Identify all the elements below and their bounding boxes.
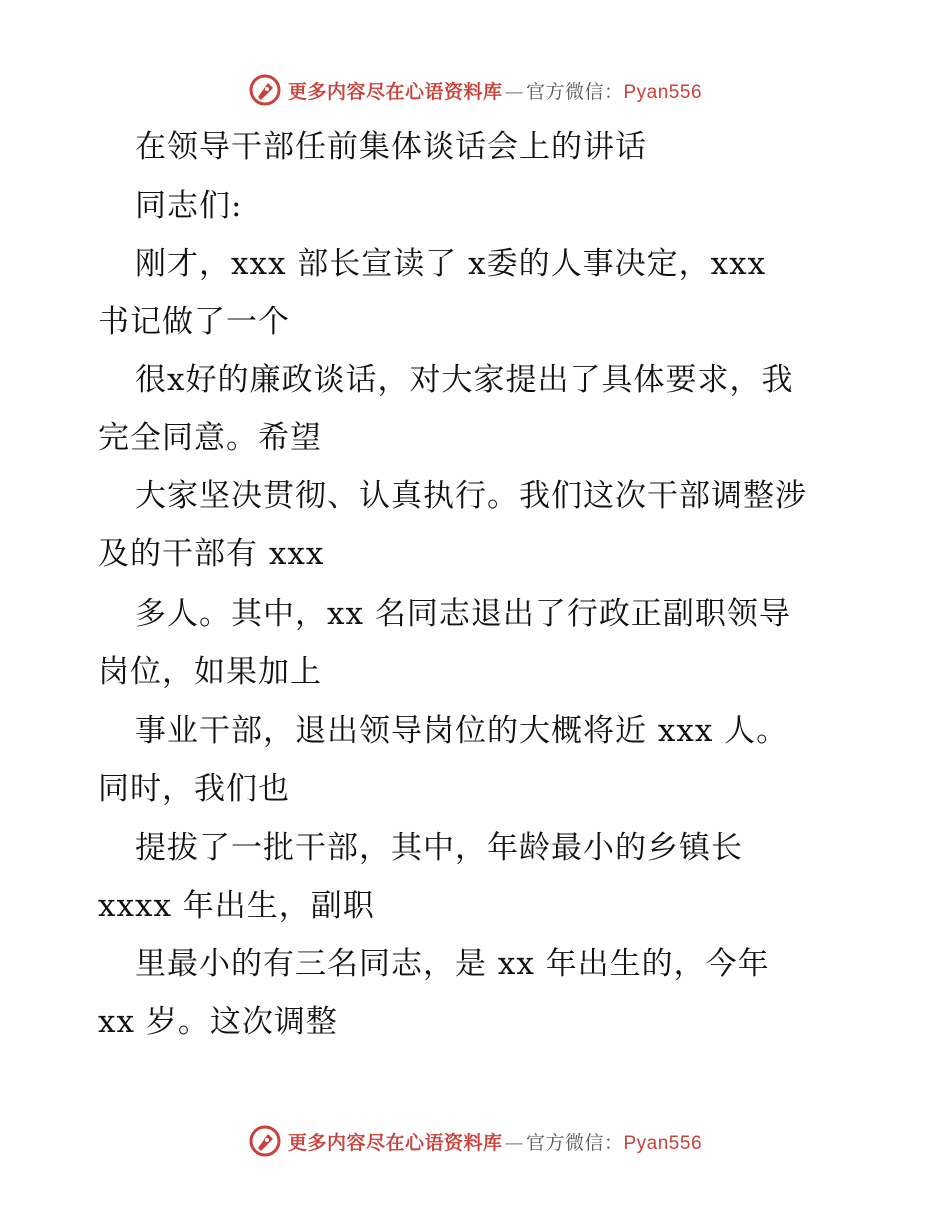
paragraph-line: 提拔了一批干部，其中，年龄最小的乡镇长 [135, 830, 743, 866]
paragraph-line: 岗位，如果加上 [98, 654, 322, 690]
document-title: 在领导干部任前集体谈话会上的讲话 [135, 129, 647, 165]
paragraph-line: xxxx 年出生，副职 [98, 888, 375, 924]
paragraph-line: 事业干部，退出领导岗位的大概将近 xxx 人。 [135, 713, 789, 749]
greeting: 同志们: [135, 188, 243, 224]
paragraph-line: 刚才，xxx 部长宣读了 x委的人事决定，xxx [135, 246, 767, 282]
paragraph-line: 里最小的有三名同志，是 xx 年出生的，今年 [135, 946, 770, 982]
paragraph-line: 很x好的廉政谈话，对大家提出了具体要求，我 [135, 362, 794, 398]
pen-nib-logo-icon [248, 1124, 282, 1158]
paragraph-line: 大家坚决贯彻、认真执行。我们这次干部调整涉 [135, 478, 807, 514]
paragraph-line: 完全同意。希望 [98, 420, 322, 456]
paragraph-line: 多人。其中，xx 名同志退出了行政正副职领导 [135, 596, 791, 632]
watermark-text: 更多内容尽在心语资料库 — 官方微信：Pyan556 [287, 80, 703, 103]
paragraph-line: 同时，我们也 [98, 771, 290, 807]
paragraph-line: xx 岁。这次调整 [98, 1004, 338, 1040]
header-watermark [0, 70, 950, 110]
pen-nib-logo-icon [248, 73, 282, 107]
paragraph-line: 书记做了一个 [98, 304, 290, 340]
footer-watermark [0, 1121, 950, 1161]
watermark-text: 更多内容尽在心语资料库 — 官方微信：Pyan556 [287, 1131, 703, 1154]
paragraph-line: 及的干部有 xxx [98, 536, 325, 572]
